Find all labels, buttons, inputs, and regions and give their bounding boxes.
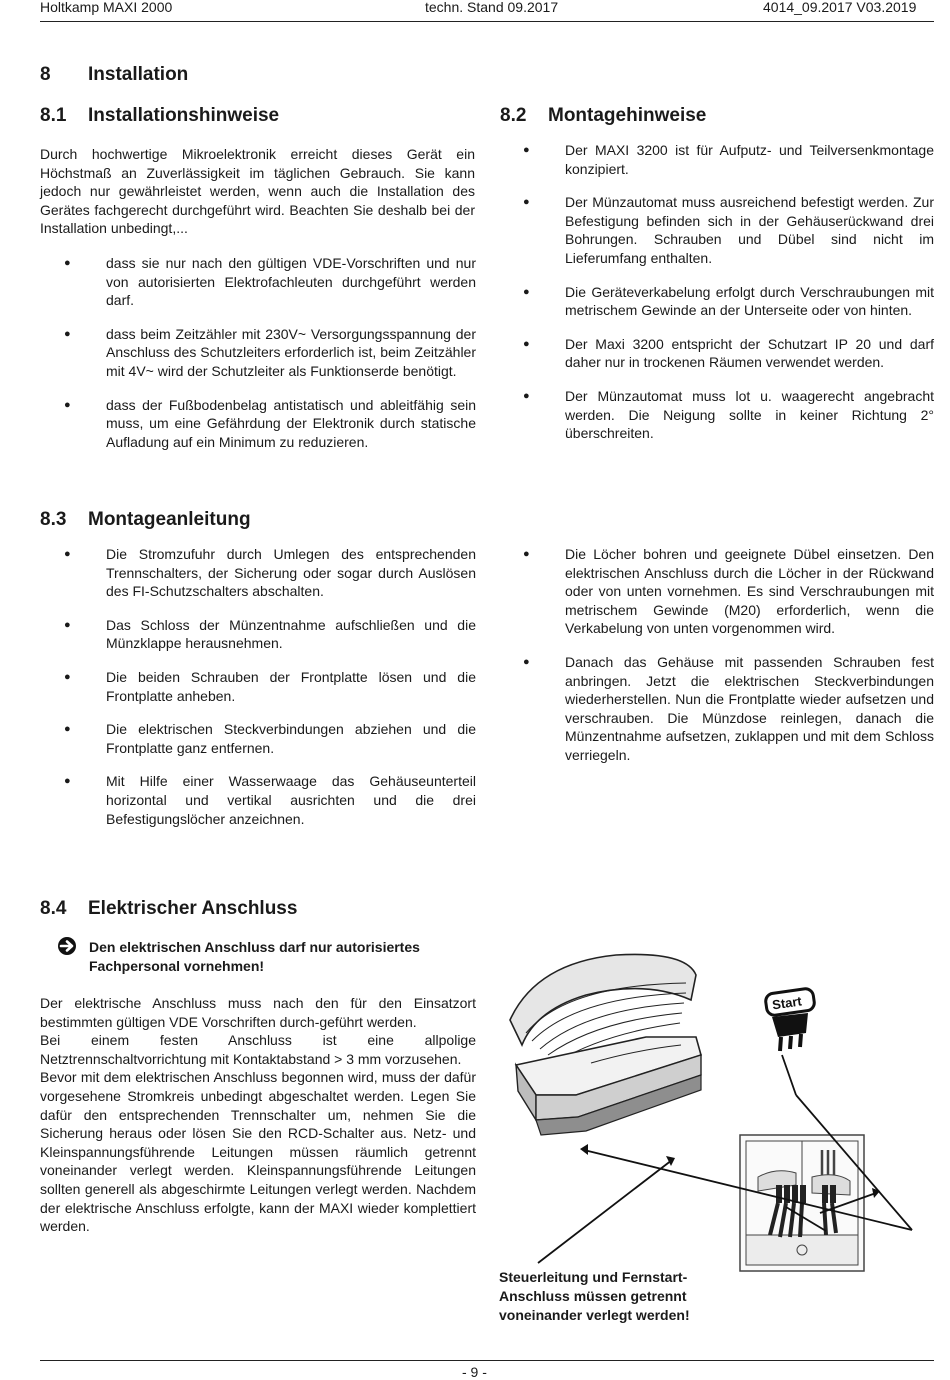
section-heading-8-3 — [40, 509, 251, 531]
paragraph: Bevor mit dem elektrischen Anschluss begonnen wird, muss der dafür vorgesehene Stromkreis unbedingt abgeschaltet werden. Legen Sie dafür den entsprechenden Trennschalter um, nehmen Sie die Sicherung heraus oder lösen Sie den RCD-Schalter aus. Netz- und Kleinspannungsführende Leitungen müssen räumlich getrennt voneinander verlegt werden. Kleinspannungsführende Leitungen sollten generell als abgeschirmte Leitungen verlegt werden. Nachdem der elektrische Anschluss erfolgte, kann der MAXI wieder komplettiert werden. — [40, 1069, 476, 1235]
section-number: 8 — [40, 64, 51, 85]
section-title: Montageanleitung — [88, 509, 251, 530]
arrow-right-circle-icon — [57, 936, 79, 956]
list-item: ● Die Stromzufuhr durch Umlegen des entsprechenden Trennschalters, der Sicherung oder sogar durch Auslösen des FI-Schutzschalters abschalten. — [64, 545, 476, 601]
solarium-icon — [510, 954, 701, 1135]
safety-note: Den elektrischen Anschluss darf nur autorisiertes Fachpersonal vornehmen! — [89, 939, 420, 974]
footer-rule — [40, 1360, 934, 1361]
list-item: ● Die Löcher bohren und geeignete Dübel einsetzen. Den elektrischen Anschluss durch die Löcher in der Rückwand oder von unten vornehmen. Es sind Verschraubungen mit metrischem Gewinde (M20) erforderlich, wenn die Verkabelung von unten vorgenommen wird. — [523, 545, 934, 638]
illustration-caption: Steuerleitung und Fernstart-Anschluss müssen getrennt voneinander verlegt werden! — [499, 1269, 690, 1323]
section-title: Montagehinweise — [548, 105, 707, 126]
installation-intro: Durch hochwertige Mikroelektronik erreicht dieses Gerät ein Höchstmaß an Zuverlässigkeit im täglichen Gebrauch. Sie kann jedoch nur gewährleistet werden, wenn auch die Installation des Gerätes fachgerecht durchgeführt wird. Beachten Sie deshalb bei der Installation unbedingt,... — [40, 146, 475, 237]
start-label: Start — [771, 993, 803, 1013]
header-center: techn. Stand 09.2017 — [425, 0, 559, 15]
mounting-bullets — [523, 141, 934, 443]
section-title: Installation — [88, 64, 189, 85]
list-item: ● Der Münzautomat muss ausreichend befestigt werden. Zur Befestigung befinden sich in der Gehäuserückwand drei Bohrungen. Schrauben und Dübel sind nicht im Lieferumfang enthalten. — [523, 193, 934, 267]
list-item: ● Die elektrischen Steckverbindungen abziehen und die Frontplatte ganz entfernen. — [64, 720, 476, 757]
list-item: ● dass sie nur nach den gültigen VDE-Vorschriften und nur von autorisierten Elektrofachleuten durchgeführt werden darf. — [64, 254, 476, 310]
section-number: 8.3 — [40, 509, 67, 530]
list-item: ● Mit Hilfe einer Wasserwaage das Gehäuseunterteil horizontal und vertikal ausrichten und die drei Befestigungslöcher anzeichnen. — [64, 772, 476, 828]
header-right: 4014_09.2017 V03.2019 — [763, 0, 917, 15]
start-button-icon — [765, 988, 816, 1051]
list-item: ● Der MAXI 3200 ist für Aufputz- und Teilversenkmontage konzipiert. — [523, 141, 934, 178]
section-heading-8-4 — [40, 898, 297, 920]
paragraph: Der elektrische Anschluss muss nach den für den Einsatzort bestimmten gültigen VDE Vorschriften durch-geführt werden. — [40, 995, 476, 1030]
list-item: ● Der Maxi 3200 entspricht der Schutzart IP 20 und darf daher nur in trockenen Räumen verwendet werden. — [523, 335, 934, 372]
assembly-bullets-right — [523, 545, 934, 765]
section-heading-8-1 — [40, 105, 279, 127]
section-number: 8.1 — [40, 105, 67, 126]
list-item: ● Danach das Gehäuse mit passenden Schrauben fest anbringen. Jetzt die elektrischen Steckverbindungen wiederherstellen. Nun die Frontplatte wieder aufsetzen und verschrauben. Die Münzdose reinlegen, danach die Münzentnahme aufsetzen, zuklappen und mit dem Schloss verriegeln. — [523, 653, 934, 765]
list-item: ● dass der Fußbodenbelag antistatisch und ableitfähig sein muss, um eine Gefährdung der Elektronik durch statische Aufladung auf ein Minimum zu reduzieren. — [64, 396, 476, 452]
section-title: Installationshinweise — [88, 105, 280, 126]
page-number: - 9 - — [462, 1364, 487, 1380]
assembly-bullets-left — [64, 545, 476, 828]
paragraph: Bei einem festen Anschluss ist eine allpolige Netztrennschaltvorrichtung mit Kontaktabstand > 3 mm vorzusehen. — [40, 1032, 476, 1067]
section-heading-8-2 — [500, 105, 706, 127]
list-item: ● Der Münzautomat muss lot u. waagerecht angebracht werden. Die Neigung sollte in keiner Richtung 2° überschreiten. — [523, 387, 934, 443]
header-rule — [40, 21, 934, 22]
list-item: ● dass beim Zeitzähler mit 230V~ Versorgungsspannung der Anschluss des Schutzleiters erforderlich ist, beim Zeitzähler mit 4V~ wird der Schutzleiter als Funktionserde benötigt. — [64, 325, 476, 381]
list-item: ● Die Geräteverkabelung erfolgt durch Verschraubungen mit metrischem Gewinde an der Unterseite oder von hinten. — [523, 283, 934, 320]
section-number: 8.2 — [500, 105, 527, 126]
electrical-text — [40, 994, 476, 1236]
section-heading-8 — [40, 64, 188, 86]
list-item: ● Das Schloss der Münzentnahme aufschließen und die Münzklappe herausnehmen. — [64, 616, 476, 653]
header-left: Holtkamp MAXI 2000 — [40, 0, 173, 15]
section-title: Elektrischer Anschluss — [88, 898, 298, 919]
installation-illustration — [496, 945, 940, 1275]
list-item: ● Die beiden Schrauben der Frontplatte lösen und die Frontplatte anheben. — [64, 668, 476, 705]
installation-bullets — [64, 254, 476, 451]
section-number: 8.4 — [40, 898, 67, 919]
